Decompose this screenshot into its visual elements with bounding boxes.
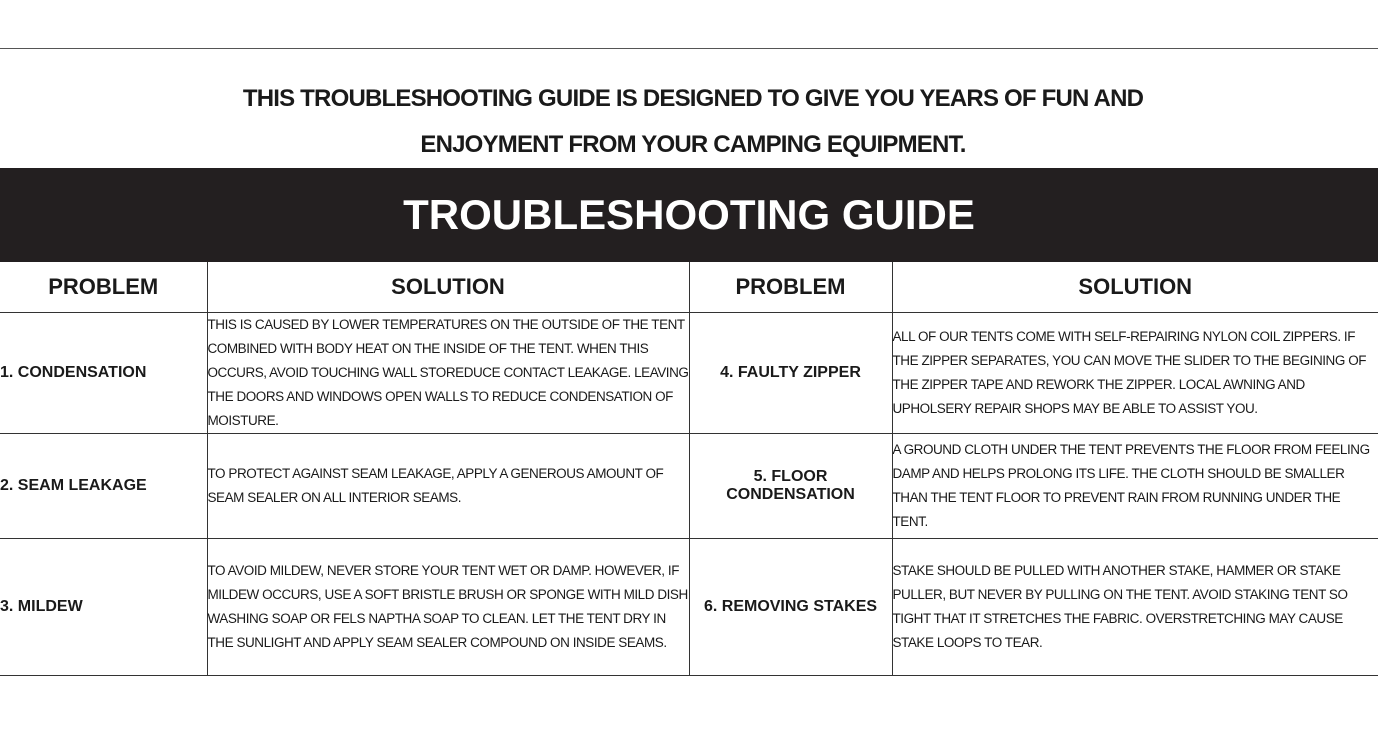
solution-text: STAKE SHOULD BE PULLED WITH ANOTHER STAKE, HAMMER OR STAKE PULLER, BUT NEVER BY PULLING ON THE TENT. AVOID STAKING TENT SO TIGHT THAT IT STRETCHES THE FABRIC. OVERSTRETCHING MAY CAUSE STAKE LOOPS TO TEAR. bbox=[892, 563, 1348, 650]
intro-line-2: ENJOYMENT FROM YOUR CAMPING EQUIPMENT. bbox=[420, 131, 966, 158]
solution-faulty-zipper bbox=[892, 313, 1378, 434]
solution-text: TO PROTECT AGAINST SEAM LEAKAGE, APPLY A GENEROUS AMOUNT OF SEAM SEALER ON ALL INTERIOR SEAMS. bbox=[207, 466, 664, 505]
table-row bbox=[0, 434, 1378, 539]
intro-text bbox=[0, 76, 1378, 168]
solution-text: TO AVOID MILDEW, NEVER STORE YOUR TENT WET OR DAMP. HOWEVER, IF MILDEW OCCURS, USE A SOFT BRISTLE BRUSH OR SPONGE WITH MILD DISH WASHING SOAP OR FELS NAPTHA SOAP TO CLEAN. LET THE TENT DRY IN THE SUNLIGHT AND APPLY SEAM SEALER COMPOUND ON INSIDE SEAMS. bbox=[207, 563, 688, 650]
guide-title: TROUBLESHOOTING GUIDE bbox=[403, 191, 975, 238]
solution-text: THIS IS CAUSED BY LOWER TEMPERATURES ON THE OUTSIDE OF THE TENT COMBINED WITH BODY HEAT ON THE INSIDE OF THE TENT. WHEN THIS OCCURS, AVOID TOUCHING WALL STOREDUCE CONTACT LEAKAGE. LEAVING THE DOORS AND WINDOWS OPEN WALLS TO REDUCE CONDENSATION OF MOISTURE. bbox=[207, 317, 689, 428]
solution-text: ALL OF OUR TENTS COME WITH SELF-REPAIRING NYLON COIL ZIPPERS. IF THE ZIPPER SEPARATES, YOU CAN MOVE THE SLIDER TO THE BEGINING OF THE ZIPPER TAPE AND REWORK THE ZIPPER. LOCAL AWNING AND UPHOLSERY REPAIR SHOPS MAY BE ABLE TO ASSIST YOU. bbox=[892, 329, 1367, 416]
table-header-row bbox=[0, 262, 1378, 313]
problem-seam-leakage: 2. SEAM LEAKAGE bbox=[0, 434, 207, 539]
problem-condensation: 1. CONDENSATION bbox=[0, 313, 207, 434]
troubleshooting-table bbox=[0, 262, 1378, 676]
problem-faulty-zipper: 4. FAULTY ZIPPER bbox=[689, 313, 892, 434]
solution-condensation bbox=[207, 313, 689, 434]
header-solution-left: SOLUTION bbox=[207, 262, 689, 313]
problem-mildew: 3. MILDEW bbox=[0, 539, 207, 676]
solution-text: A GROUND CLOTH UNDER THE TENT PREVENTS THE FLOOR FROM FEELING DAMP AND HELPS PROLONG ITS LIFE. THE CLOTH SHOULD BE SMALLER THAN THE TENT FLOOR TO PREVENT RAIN FROM RUNNING UNDER THE TENT. bbox=[892, 442, 1370, 529]
header-problem-left: PROBLEM bbox=[0, 262, 207, 313]
intro-line-1: THIS TROUBLESHOOTING GUIDE IS DESIGNED TO GIVE YOU YEARS OF FUN AND bbox=[242, 85, 1144, 112]
solution-mildew bbox=[207, 539, 689, 676]
solution-removing-stakes bbox=[892, 539, 1378, 676]
top-rule bbox=[0, 48, 1378, 49]
solution-floor-condensation bbox=[892, 434, 1378, 539]
problem-removing-stakes: 6. REMOVING STAKES bbox=[689, 539, 892, 676]
header-solution-right: SOLUTION bbox=[892, 262, 1378, 313]
problem-floor-condensation: 5. FLOOR CONDENSATION bbox=[689, 434, 892, 539]
header-problem-right: PROBLEM bbox=[689, 262, 892, 313]
guide-title-banner bbox=[0, 168, 1378, 262]
table-row bbox=[0, 539, 1378, 676]
solution-seam-leakage bbox=[207, 434, 689, 539]
table-row bbox=[0, 313, 1378, 434]
